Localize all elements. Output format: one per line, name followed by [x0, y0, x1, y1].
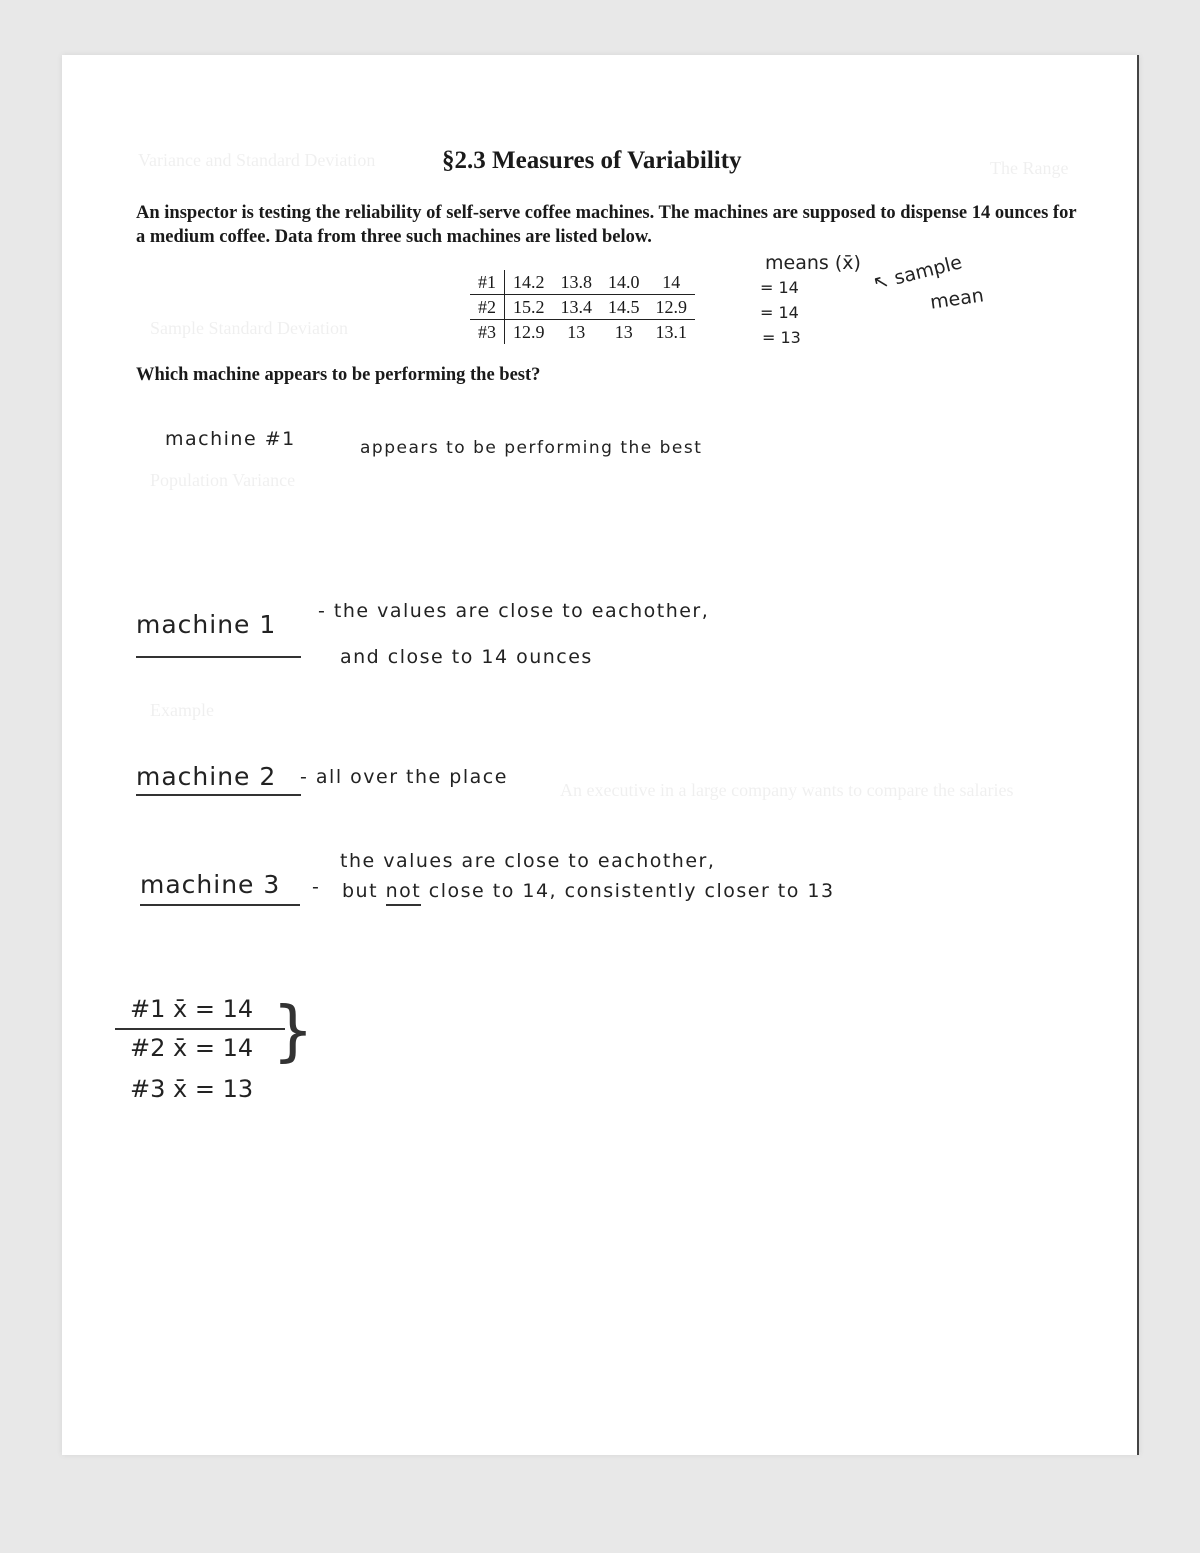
handwritten-mean-row1: = 14 — [760, 278, 799, 297]
handwritten-machine3-label: machine 3 — [140, 870, 281, 899]
handwritten-summary-1: #1 x̄ = 14 — [130, 995, 254, 1023]
table-cell: 13 — [567, 321, 586, 342]
table-cell: 15.2 — [505, 295, 553, 320]
handwritten-machine3-line1: the values are close to eachother, — [340, 850, 716, 872]
table-row — [470, 270, 695, 295]
handwritten-machine3-line2 — [342, 880, 835, 902]
handwritten-not: not — [386, 880, 422, 906]
underline — [136, 656, 301, 658]
table-cell: 13.8 — [553, 270, 601, 295]
table-cell: 12.9 — [648, 295, 696, 320]
table-cell: 13.4 — [553, 295, 601, 320]
problem-statement: An inspector is testing the reliability of self-serve coffee machines. The machines are supposed to dispense 14 ounces for a medium coffee. Data from three such machines are listed below. — [136, 203, 1077, 247]
handwritten-summary-2: #2 x̄ = 14 — [130, 1034, 254, 1062]
underline — [136, 794, 301, 796]
handwritten-sample-label: ↖ sample — [870, 251, 965, 295]
handwritten-machine2-text: - all over the place — [300, 766, 508, 788]
handwritten-summary-3: #3 x̄ = 13 — [130, 1075, 254, 1103]
underline — [140, 904, 300, 906]
table-cell: 14 — [648, 270, 696, 295]
row-label: #3 — [470, 320, 505, 345]
table-row — [470, 295, 695, 320]
question-text: Which machine appears to be performing the best? — [136, 365, 541, 385]
row-label: #1 — [470, 270, 505, 295]
table-cell: 13.1 — [655, 321, 687, 342]
table-cell: 14.5 — [600, 295, 648, 320]
handwritten-machine1-line2: and close to 14 ounces — [340, 646, 593, 668]
table-cell: 14.0 — [600, 270, 648, 295]
row-label: #2 — [470, 295, 505, 320]
section-title: §2.3 Measures of Variability — [442, 147, 742, 174]
handwritten-but: but — [342, 880, 379, 902]
handwritten-machine2-label: machine 2 — [136, 762, 277, 791]
table-cell: 13 — [614, 321, 633, 342]
handwritten-dash: - — [312, 876, 321, 898]
handwritten-answer-text: appears to be performing the best — [360, 438, 703, 458]
handwritten-mean-label: mean — [928, 284, 986, 314]
table-row — [470, 320, 695, 345]
handwritten-machine1-line1: - the values are close to eachother, — [318, 600, 710, 622]
machine-data-table — [470, 270, 695, 344]
handwritten-mean-row3: = 13 — [762, 328, 801, 347]
handwritten-machine1-label: machine 1 — [136, 610, 277, 639]
handwritten-rest: close to 14, consistently closer to 13 — [428, 880, 835, 902]
brace-icon: } — [272, 992, 314, 1069]
underline — [115, 1028, 285, 1030]
worksheet-page — [62, 55, 1139, 1455]
handwritten-answer-machine: machine #1 — [165, 428, 296, 450]
handwritten-means-label: means (x̄) — [765, 252, 861, 274]
table-cell: 12.9 — [513, 321, 545, 342]
table-cell: 14.2 — [505, 270, 553, 295]
handwritten-mean-row2: = 14 — [760, 303, 799, 322]
